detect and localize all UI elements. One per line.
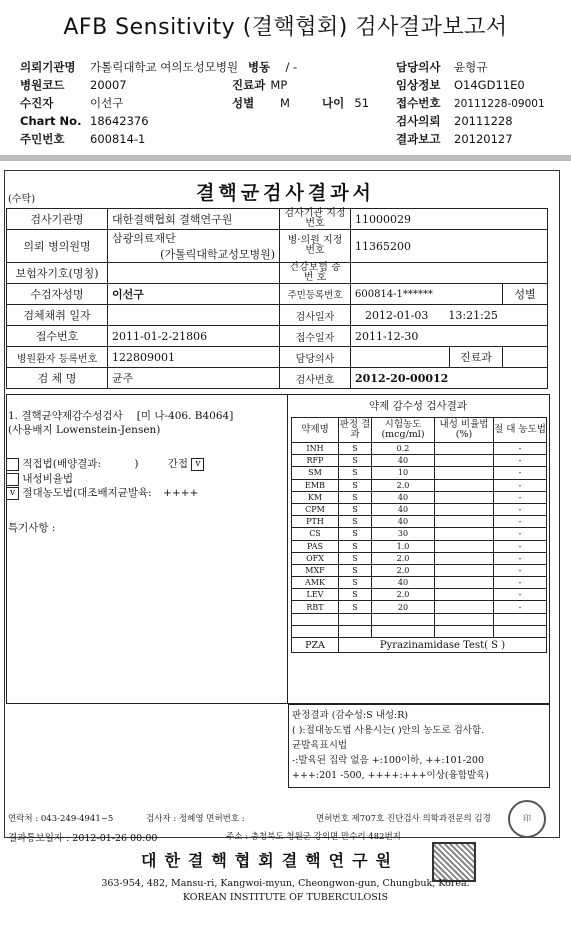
requester-value: 삼광의료재단 <box>112 232 176 245</box>
lab-id-value: 11000029 <box>351 209 548 230</box>
special-notes-label: 특기사항 : <box>8 522 56 534</box>
test-no-value: 2012-20-00012 <box>351 368 548 389</box>
ratio-method-row <box>6 471 73 486</box>
legend-line-3: 균발육표시법 <box>292 740 348 751</box>
drug-concentration: 40 <box>372 516 435 528</box>
drug-row-emb <box>292 479 547 491</box>
drug-ratio <box>435 601 494 613</box>
receipt-no-value: 2011-01-2-21806 <box>108 326 280 347</box>
collect-date-label: 검체채취 일자 <box>7 305 108 326</box>
blank-cell <box>494 613 547 625</box>
drug-result: S <box>339 528 372 540</box>
report-date-label: 결과보고 <box>396 132 441 146</box>
drug-name: RBT <box>292 601 339 613</box>
judgement-legend <box>292 708 489 783</box>
drug-result: S <box>339 467 372 479</box>
method-line1 <box>8 408 233 423</box>
lab-name-value: 대한결핵협회 결핵연구원 <box>108 209 280 230</box>
drug-absolute: - <box>494 467 547 479</box>
drug-absolute: - <box>494 516 547 528</box>
rrn-form-value: 600814-1****** <box>351 284 503 305</box>
drug-absolute: - <box>494 455 547 467</box>
drug-absolute: - <box>494 577 547 589</box>
clinical-info-value: O14GD11E0 <box>454 78 525 92</box>
drug-ratio <box>435 491 494 503</box>
drug-absolute: - <box>494 589 547 601</box>
blank-cell <box>372 625 435 637</box>
drug-concentration: 40 <box>372 491 435 503</box>
patient-name-label: 수진자 <box>20 96 54 110</box>
drug-concentration: 40 <box>372 455 435 467</box>
drug-absolute: - <box>494 443 547 455</box>
drug-concentration: 40 <box>372 577 435 589</box>
drug-absolute: - <box>494 601 547 613</box>
drug-name: MXF <box>292 564 339 576</box>
drug-result: S <box>339 552 372 564</box>
direct-method-row <box>6 456 204 471</box>
drug-name: AMK <box>292 577 339 589</box>
dept-label: 진료과 <box>232 78 266 92</box>
report-date-value: 20120127 <box>454 132 513 146</box>
legend-line-4: -:발육된 집락 없음 +:100이하, ++:101-200 <box>292 755 484 766</box>
drug-absolute: - <box>494 540 547 552</box>
age-value: 51 <box>354 96 370 110</box>
legend-line-5: +++:201 -500, ++++:+++이상(융합발육) <box>292 770 490 781</box>
doctor-value: 윤형규 <box>454 60 488 74</box>
header-absolute: 절 대 농도법 <box>494 418 547 443</box>
receipt-date-value: 2011-12-30 <box>351 326 548 347</box>
drug-name: KM <box>292 491 339 503</box>
rrn-form-label: 주민등록번호 <box>280 284 351 305</box>
drug-row-km <box>292 491 547 503</box>
drug-name: LEV <box>292 589 339 601</box>
drug-name: PAS <box>292 540 339 552</box>
direct-method-label: 직접법(배양결과: <box>22 458 101 470</box>
blank-cell <box>494 625 547 637</box>
form-sex-label: 성별 <box>503 284 548 305</box>
drug-row-sm <box>292 467 547 479</box>
test-date-value: 2012-01-03 <box>365 308 429 322</box>
absolute-method-label: 절대농도법(대조배지균발육: <box>22 487 152 499</box>
blank-cell <box>339 625 372 637</box>
drug-row-mxf <box>292 564 547 576</box>
specimen-value: 균주 <box>108 368 280 389</box>
drug-result: S <box>339 577 372 589</box>
rrn-value: 600814-1 <box>90 132 146 146</box>
lab-id-label: 검사기관 지정번호 <box>280 209 351 230</box>
header-result: 판정 결과 <box>339 418 372 443</box>
direct-method-close: ) <box>134 458 139 470</box>
drug-concentration: 30 <box>372 528 435 540</box>
section-divider <box>0 155 571 161</box>
blank-cell <box>292 613 339 625</box>
drug-name: EMB <box>292 479 339 491</box>
form-title: 결핵균검사결과서 <box>196 182 375 204</box>
sex-field <box>232 92 290 111</box>
requester-note: (가톨릭대학교성모병원) <box>160 248 275 261</box>
control-growth-value: ++++ <box>163 487 199 499</box>
specialist-seal-icon: 印 <box>508 800 546 838</box>
drug-concentration: 10 <box>372 467 435 479</box>
requester-id-value: 11365200 <box>351 230 548 263</box>
drug-result: S <box>339 601 372 613</box>
dept-field <box>232 74 287 93</box>
examinee-label: 수검자성명 <box>7 284 108 305</box>
doctor-label: 담당의사 <box>396 60 441 74</box>
method-title: 1. 결핵균약제감수성검사 <box>8 410 123 422</box>
chart-no-label: Chart No. <box>20 114 82 128</box>
method-code: [미 나-406. B4064] <box>136 410 234 422</box>
ward-field <box>248 56 297 75</box>
sensitivity-title: 약제 감수성 검사결과 <box>369 400 467 412</box>
ratio-method-label: 내성비율법 <box>22 473 74 485</box>
drug-ratio <box>435 516 494 528</box>
form-dept-label: 진료과 <box>450 347 503 368</box>
insurer-value <box>108 263 280 284</box>
ratio-method-checkbox[interactable] <box>6 473 19 486</box>
pza-row <box>292 638 547 653</box>
accession-value: 20111228-09001 <box>454 98 545 110</box>
blank-cell <box>372 613 435 625</box>
test-date-label: 검사일자 <box>280 305 351 326</box>
health-ins-label: 건강보험 증 번 호 <box>280 263 351 284</box>
drug-result: S <box>339 479 372 491</box>
drug-ratio <box>435 479 494 491</box>
institution-label: 의뢰기관명 <box>20 60 76 74</box>
drug-name: RFP <box>292 455 339 467</box>
form-dept-value <box>503 347 548 368</box>
lab-name-label: 검사기관명 <box>7 209 108 230</box>
drug-ratio <box>435 540 494 552</box>
request-date-label: 검사의뢰 <box>396 114 441 128</box>
drug-concentration: 0.2 <box>372 443 435 455</box>
clinical-info-label: 임상정보 <box>396 78 441 92</box>
institution-value: 가톨릭대학교 여의도성모병원 <box>90 60 239 74</box>
drug-row-pas <box>292 540 547 552</box>
age-label: 나이 <box>322 96 345 110</box>
copy-label: (수탁) <box>8 194 36 205</box>
drug-row-cs <box>292 528 547 540</box>
age-field <box>322 92 369 111</box>
request-date-value: 20111228 <box>454 114 513 128</box>
result-section-divider <box>287 394 288 704</box>
sensitivity-header-row <box>292 418 547 443</box>
blank-cell <box>292 625 339 637</box>
drug-result: S <box>339 540 372 552</box>
drug-name: OFX <box>292 552 339 564</box>
test-no-label: 검사번호 <box>280 368 351 389</box>
drug-result: S <box>339 589 372 601</box>
header-concentration: 시험농도 (mcg/ml) <box>372 418 435 443</box>
patient-info-right <box>396 56 566 146</box>
drug-ratio <box>435 577 494 589</box>
ward-label: 병동 <box>248 60 271 74</box>
drug-absolute: - <box>494 564 547 576</box>
requester-label: 의뢰 병의원명 <box>7 230 108 263</box>
chart-no-value: 18642376 <box>90 114 149 128</box>
drug-ratio <box>435 589 494 601</box>
drug-ratio <box>435 564 494 576</box>
legend-line-1: 판정결과 (감수성:S 내성:R) <box>292 710 409 721</box>
sensitivity-table <box>291 417 547 653</box>
drug-result: S <box>339 503 372 515</box>
header-ratio: 내성 비율법(%) <box>435 418 494 443</box>
examinee-value: 이선구 <box>108 284 280 305</box>
drug-name: PTH <box>292 516 339 528</box>
requester-id-label: 병·의원 지정번호 <box>280 230 351 263</box>
dept-value: MP <box>270 78 288 92</box>
drug-ratio <box>435 443 494 455</box>
drug-absolute: - <box>494 503 547 515</box>
rrn-label: 주민번호 <box>20 132 65 146</box>
drug-absolute: - <box>494 552 547 564</box>
report-sent-date: 결과통보일자 : 2012-01-26 00:00 <box>8 833 158 844</box>
drug-result: S <box>339 491 372 503</box>
drug-row-lev <box>292 589 547 601</box>
address-korean: 주소 : 충청북도 청원군 강외면 만수리 482번지 <box>226 832 401 842</box>
indirect-method-label: 간접 <box>167 458 189 470</box>
drug-row-inh <box>292 443 547 455</box>
absolute-method-row <box>6 485 198 500</box>
pza-value: Pyrazinamidase Test( S ) <box>339 638 547 653</box>
header-drug: 약제명 <box>292 418 339 443</box>
ward-value: / - <box>285 60 298 74</box>
test-time-value: 13:21:25 <box>448 308 498 322</box>
drug-row-pth <box>292 516 547 528</box>
hosp-reg-label: 병원환자 등록번호 <box>7 347 108 368</box>
specimen-label: 검 체 명 <box>7 368 108 389</box>
medium-line: (사용배지 Lowenstein-Jensen) <box>8 424 161 436</box>
drug-concentration: 2.0 <box>372 479 435 491</box>
direct-method-checkbox[interactable] <box>6 458 19 471</box>
collect-date-value <box>108 305 280 326</box>
form-info-table <box>6 208 548 389</box>
indirect-method-checkbox[interactable]: v <box>191 458 204 471</box>
form-doctor-label: 담당의사 <box>280 347 351 368</box>
institute-name-korean: 대한결핵협회결핵연구원 <box>140 851 400 870</box>
drug-result: S <box>339 516 372 528</box>
drug-ratio <box>435 455 494 467</box>
drug-name: CPM <box>292 503 339 515</box>
drug-row-ofx <box>292 552 547 564</box>
drug-ratio <box>435 467 494 479</box>
drug-absolute: - <box>494 528 547 540</box>
sex-value: M <box>280 96 290 110</box>
drug-absolute: - <box>494 479 547 491</box>
requester-cell <box>108 230 280 263</box>
blank-row <box>292 613 547 625</box>
drug-result: S <box>339 455 372 467</box>
drug-concentration: 40 <box>372 503 435 515</box>
contact-info: 연락처 : 043-249-4941~5 <box>8 814 114 824</box>
official-stamp-icon <box>432 842 476 882</box>
receipt-no-label: 접수번호 <box>7 326 108 347</box>
license-info: 면허번호 제707호 진단검사 의학과전문의 김경 <box>316 814 491 824</box>
drug-name: SM <box>292 467 339 479</box>
health-ins-value <box>351 263 548 284</box>
drug-ratio <box>435 528 494 540</box>
drug-ratio <box>435 503 494 515</box>
blank-cell <box>339 613 372 625</box>
receipt-date-label: 접수일자 <box>280 326 351 347</box>
absolute-method-checkbox[interactable]: v <box>6 487 19 500</box>
drug-row-amk <box>292 577 547 589</box>
blank-row <box>292 625 547 637</box>
drug-concentration: 2.0 <box>372 589 435 601</box>
form-doctor-value <box>351 347 450 368</box>
accession-label: 접수번호 <box>396 96 441 110</box>
drug-row-rbt <box>292 601 547 613</box>
drug-ratio <box>435 552 494 564</box>
drug-row-rfp <box>292 455 547 467</box>
drug-concentration: 1.0 <box>372 540 435 552</box>
drug-concentration: 2.0 <box>372 564 435 576</box>
address-english: 363-954, 482, Mansu-ri, Kangwoi-myun, Cheongwon-gun, Chungbuk, Korea. <box>101 878 470 889</box>
test-date-cell <box>351 305 548 326</box>
pza-label: PZA <box>292 638 339 653</box>
drug-result: S <box>339 443 372 455</box>
hosp-reg-value: 122809001 <box>108 347 280 368</box>
blank-cell <box>435 625 494 637</box>
hospital-code-label: 병원코드 <box>20 78 65 92</box>
blank-cell <box>435 613 494 625</box>
hospital-code-value: 20007 <box>90 78 127 92</box>
drug-row-cpm <box>292 503 547 515</box>
drug-name: CS <box>292 528 339 540</box>
drug-name: INH <box>292 443 339 455</box>
tester-info: 검사자 : 정혜영 면허번호 : <box>146 814 245 824</box>
insurer-label: 보험자기호(명칭) <box>7 263 108 284</box>
drug-result: S <box>339 564 372 576</box>
legend-line-2: ( ):절대농도법 사용시는( )안의 농도로 검사함. <box>292 725 485 736</box>
sex-label: 성별 <box>232 96 255 110</box>
drug-concentration: 2.0 <box>372 552 435 564</box>
institute-name-english: KOREAN INSTITUTE OF TUBERCULOSIS <box>182 892 389 903</box>
drug-absolute: - <box>494 491 547 503</box>
report-title: AFB Sensitivity (결핵협회) 검사결과보고서 <box>63 15 508 40</box>
patient-name-value: 이선구 <box>90 96 124 110</box>
drug-concentration: 20 <box>372 601 435 613</box>
